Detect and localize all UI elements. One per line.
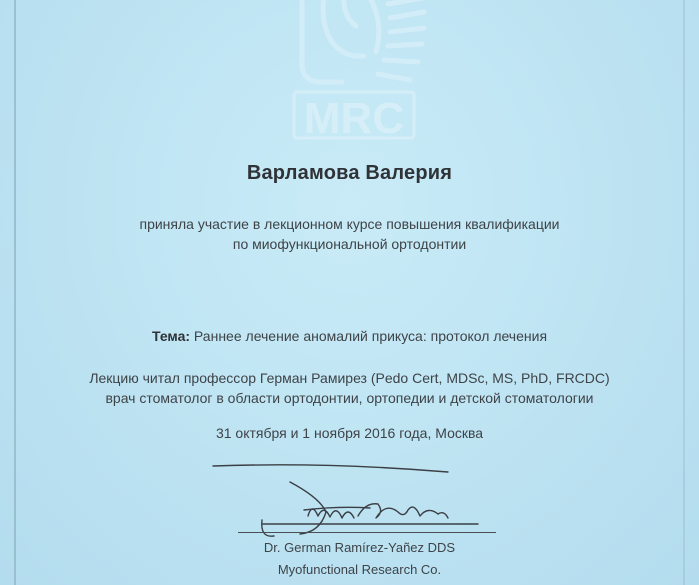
participation-line-2: по миофункциональной ортодонтии [232, 236, 467, 252]
lecturer-line-1: Лекцию читал профессор Герман Рамирез (Pedo Cert, MDSc, MS, PhD, FRCDC) [89, 370, 610, 386]
topic [0, 328, 699, 344]
topic-text: Раннее лечение аномалий прикуса: протокол лечения [190, 328, 548, 344]
event-date: 31 октября и 1 ноября 2016 года, Москва [215, 425, 484, 441]
lecturer-info [0, 368, 699, 408]
left-edge-line [14, 0, 16, 585]
participation-text [0, 214, 699, 254]
recipient-name: Варламова Валерия [246, 162, 453, 184]
mrc-logo-text: MRC [303, 94, 405, 143]
participation-line-1: приняла участие в лекционном курсе повышения квалификации [139, 216, 560, 232]
topic-label: Тема: [151, 328, 191, 344]
mrc-profile-logo-icon [272, 0, 432, 144]
handwritten-signature-icon [208, 462, 518, 542]
signature-line [238, 532, 496, 533]
lecturer-line-2: врач стоматолог в области ортодонтии, ортопедии и детской стоматологии [105, 390, 594, 406]
signer-name: Dr. German Ramírez-Yañez DDS [263, 540, 456, 555]
right-edge-line [683, 0, 685, 585]
signer-organization: Myofunctional Research Co. [277, 562, 442, 577]
